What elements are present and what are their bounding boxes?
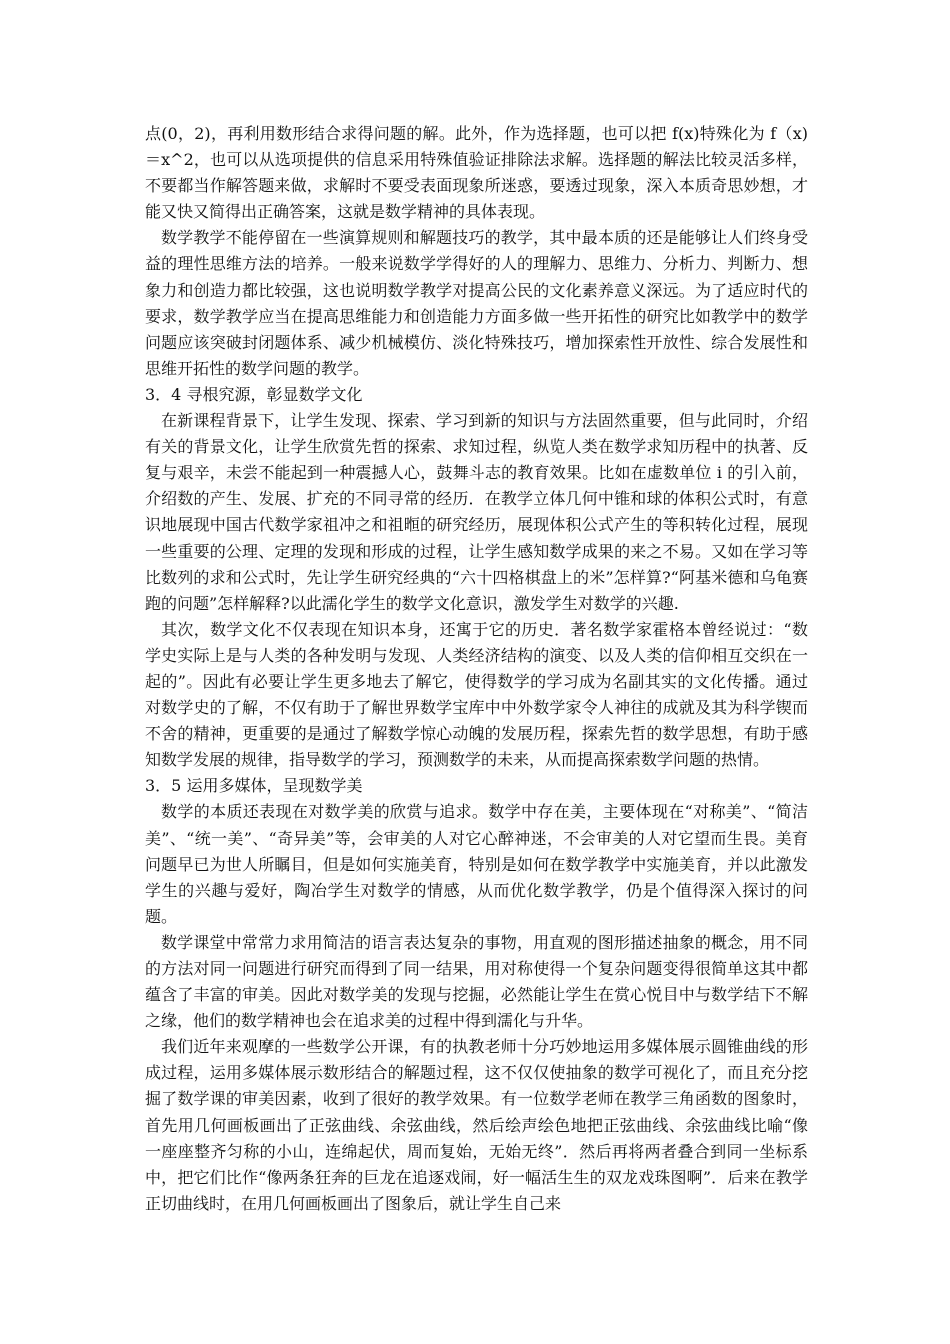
section-heading-3-5: 3．5 运用多媒体，呈现数学美 — [145, 776, 363, 796]
document-body — [145, 121, 808, 1217]
paragraph-thinking-methods: 数学教学不能停留在一些演算规则和解题技巧的教学，其中最本质的还是能够让人们终身受益的理性思维方法的培养。一般来说数学学得好的人的理解力、思维力、分析力、判断力、想象力和创造力都比较强，这也说明数学教学对提高公民的文化素养意义深远。为了适应时代的要求，数学教学应当在提高思维能力和创造能力方面多做一些开拓性的研究比如教学中的数学问题应该突破封闭题体系、减少机械模仿、淡化特殊技巧，增加探索性开放性、综合发展性和思维开拓性的数学问题的教学。 — [145, 228, 808, 378]
paragraph-math-beauty: 数学的本质还表现在对数学美的欣赏与追求。数学中存在美，主要体现在“对称美”、“简洁美”、“统一美”、“奇异美”等，会审美的人对它心醉神迷，不会审美的人对它望而生畏。美育问题早已为世人所瞩目，但是如何实施美育，特别是如何在数学教学中实施美育，并以此激发学生的兴趣与爱好，陶冶学生对数学的情感，从而优化数学教学，仍是个值得深入探讨的问题。 — [145, 802, 808, 926]
paragraph-math-history: 其次，数学文化不仅表现在知识本身，还寓于它的历史．著名数学家霍格本曾经说过：“数学史实际上是与人类的各种发明与发现、人类经济结构的演变、以及人类的信仰相互交织在一起的”。因此有必要让学生更多地去了解它，使得数学的学习成为名副其实的文化传播。通过对数学史的了解，不仅有助于了解世界数学宝库中中外数学家令人神往的成就及其为科学锲而不舍的精神，更重要的是通过了解数学惊心动魄的发展历程，探索先哲的数学思想，有助于感知数学发展的规律，指导数学的学习，预测数学的未来，从而提高探索数学问题的热情。 — [145, 619, 808, 770]
section-heading-3-4: 3．4 寻根究源，彰显数学文化 — [145, 384, 363, 404]
paragraph-multimedia-lessons: 我们近年来观摩的一些数学公开课，有的执教老师十分巧妙地运用多媒体展示圆锥曲线的形成过程，运用多媒体展示数形结合的解题过程，这不仅仅使抽象的数学可视化了，而且充分挖掘了数学课的审美因素，收到了很好的教学效果。有一位数学老师在教学三角函数的图象时，首先用几何画板画出了正弦曲线、余弦曲线，然后绘声绘色地把正弦曲线、余弦曲线比喻“像一座座整齐匀称的小山，连绵起伏，周而复始，无始无终”．然后再将两者叠合到同一坐标系中，把它们比作“像两条狂奔的巨龙在追逐戏闹，好一幅活生生的双龙戏珠图啊”．后来在教学正切曲线时，在用几何画板画出了图象后，就让学生自己来 — [145, 1037, 808, 1213]
paragraph-aesthetics-classroom: 数学课堂中常常力求用简洁的语言表达复杂的事物，用直观的图形描述抽象的概念，用不同的方法对同一问题进行研究而得到了同一结果，用对称使得一个复杂问题变得很简单这其中都蕴含了丰富的审美。因此对数学美的发现与挖掘，必然能让学生在赏心悦目中与数学结下不解之缘，他们的数学精神也会在追求美的过程中得到濡化与升华。 — [145, 932, 808, 1031]
paragraph-selection-problem-conclusion: 点(0，2)，再利用数形结合求得问题的解。此外，作为选择题，也可以把 f(x)特殊化为 f（x)＝x^2，也可以从选项提供的信息采用特殊值验证排除法求解。选择题的解法比较灵活多样，不要都当作解答题来做，求解时不要受表面现象所迷惑，要透过现象，深入本质奇思妙想，才能又快又简得出正确答案，这就是数学精神的具体表现。 — [145, 124, 808, 222]
paragraph-background-culture: 在新课程背景下，让学生发现、探索、学习到新的知识与方法固然重要，但与此同时，介绍有关的背景文化，让学生欣赏先哲的探索、求知过程，纵览人类在数学求知历程中的执著、反复与艰辛，未尝不能起到一种震撼人心，鼓舞斗志的教育效果。比如在虚数单位 i 的引入前，介绍数的产生、发展、扩充的不同寻常的经历．在教学立体几何中锥和球的体积公式时，有意识地展现中国古代数学家祖冲之和祖暅的研究经历，展现体积公式产生的等积转化过程，展现一些重要的公理、定理的发现和形成的过程，让学生感知数学成果的来之不易。又如在学习等比数列的求和公式时，先让学生研究经典的“六十四格棋盘上的米”怎样算?“阿基米德和乌龟赛跑的问题”怎样解释?以此濡化学生的数学文化意识，激发学生对数学的兴趣. — [145, 411, 808, 613]
